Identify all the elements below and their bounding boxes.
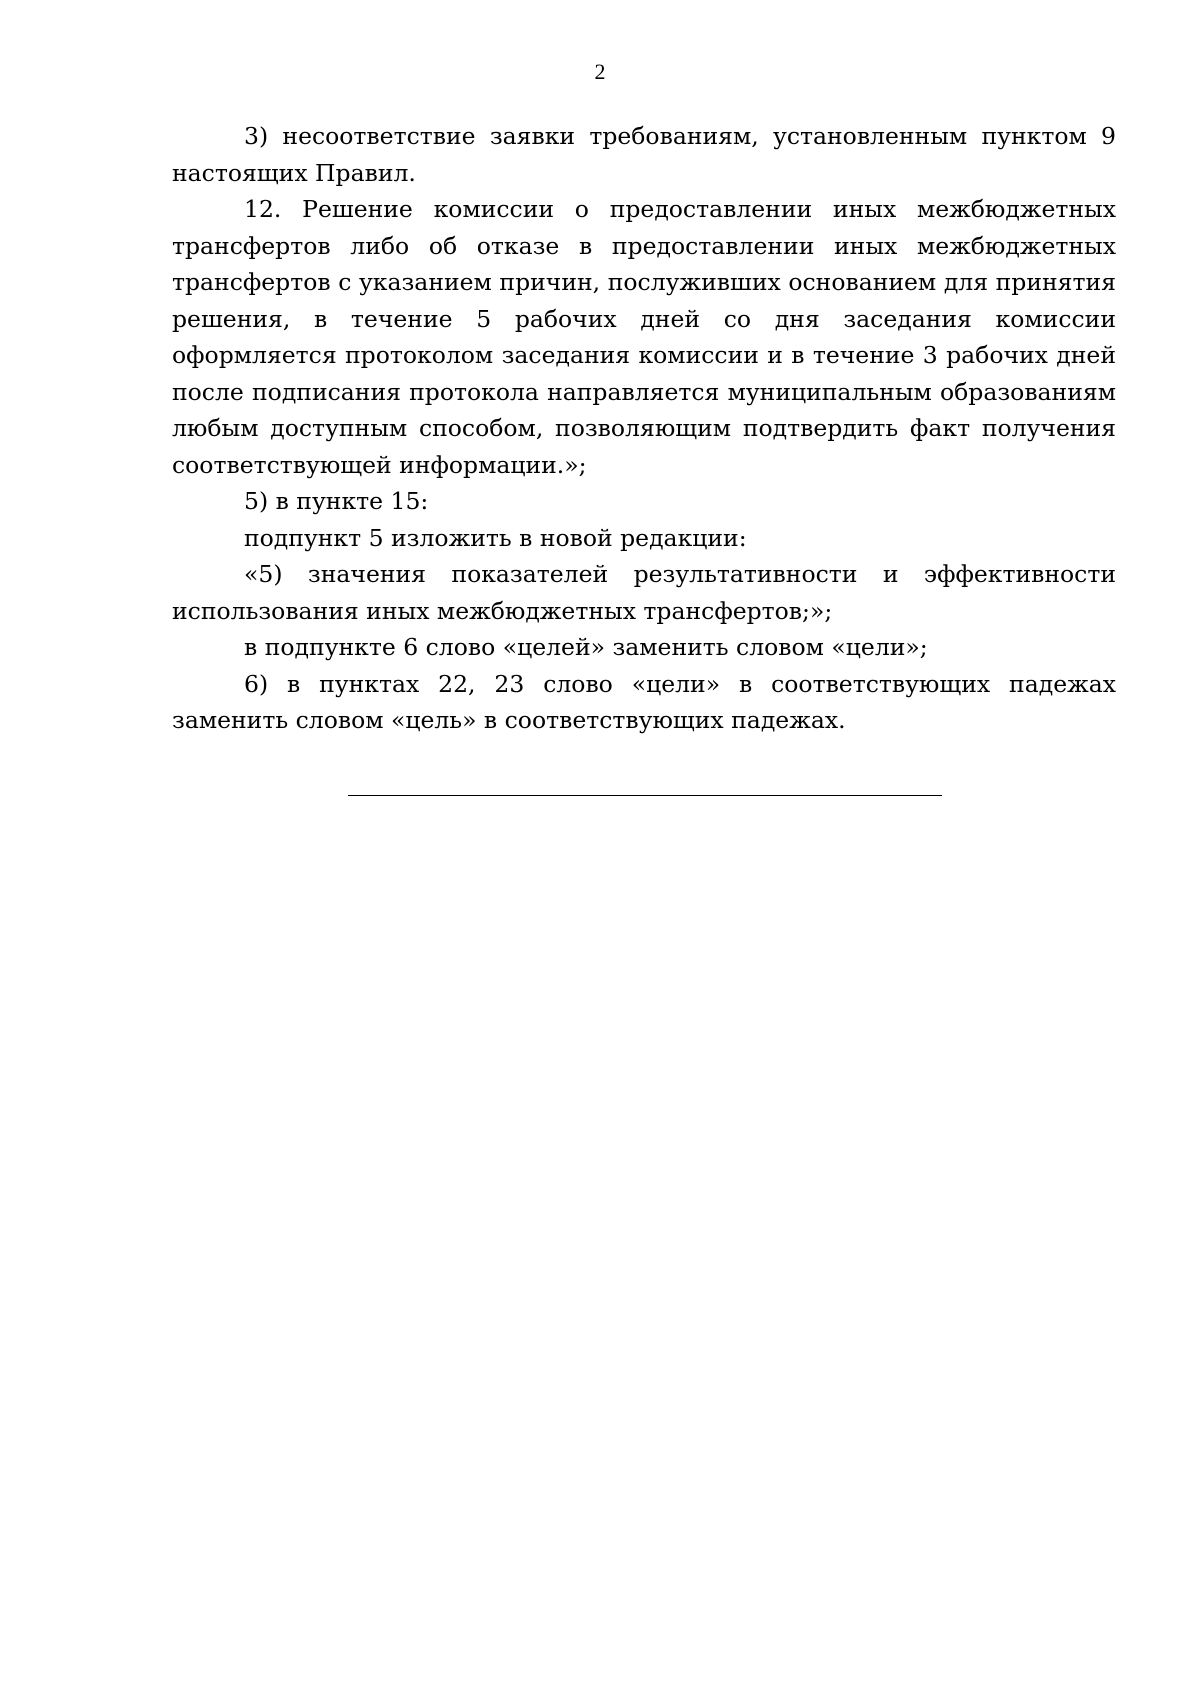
paragraph-subitem-6-replacement: в подпункте 6 слово «целей» заменить словом «цели»; [244,633,928,661]
page-number: 2 [594,59,606,84]
paragraph-quoted-subitem-5: «5) значения показателей результативности и эффективности использования иных межбюджетных трансфертов;»; [172,560,1116,625]
paragraph-clause-12: 12. Решение комиссии о предоставлении иных межбюджетных трансфертов либо об отказе в предоставлении иных межбюджетных трансфертов с указанием причин, послуживших основанием для принятия решения, в течение 5 рабочих дней со дня заседания комиссии оформляется протоколом заседания комиссии и в течение 3 рабочих дней после подписания протокола направляется муниципальным образованиям любым доступным способом, позволяющим подтвердить факт получения соответствующей информации.»; [172,195,1116,479]
paragraph-subitem-5-new-edition: подпункт 5 изложить в новой редакции: [244,523,747,552]
paragraph-item-6: 6) в пунктах 22, 23 слово «цели» в соответствующих падежах заменить словом «цель» в соответствующих падежах. [172,669,1116,734]
end-separator-line [348,795,942,796]
document-body [172,118,1116,739]
paragraph-item-3: 3) несоответствие заявки требованиям, установленным пунктом 9 настоящих Правил. [172,122,1116,187]
paragraph-item-5-point-15: 5) в пункте 15: [244,487,429,515]
